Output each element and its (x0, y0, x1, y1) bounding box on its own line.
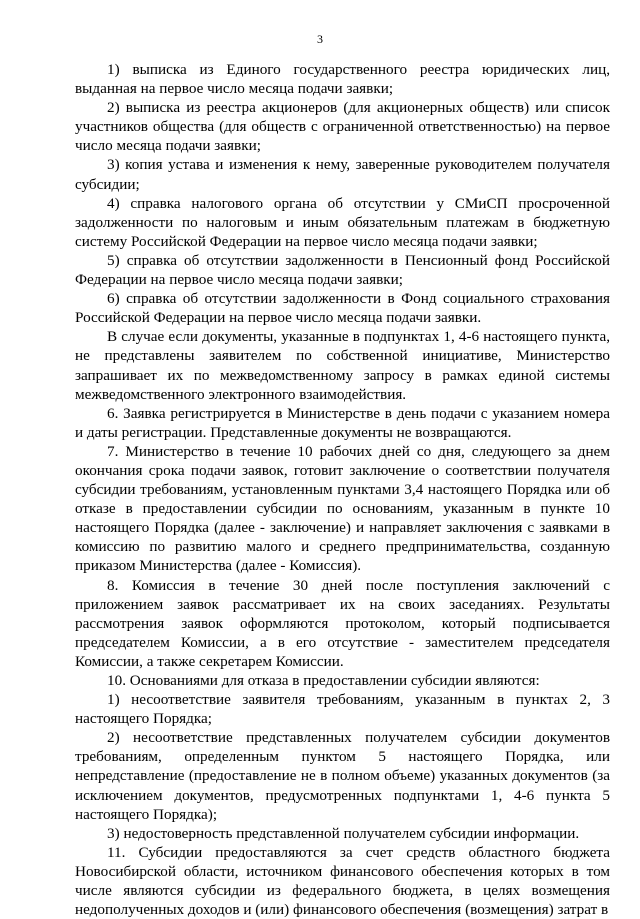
page-number: 3 (317, 32, 323, 46)
paragraph-clause-7: 7. Министерство в течение 10 рабочих дней со дня, следующего за днем окончания срока подачи заявок, готовит заключение о соответствии получателя субсидии требованиям, установленным пунктами 3,4 настоящего Порядка или об отказе в предоставлении субсидии по основаниям, указанным в пункте 10 настоящего Порядка (далее - заключение) и направляет заключения с заявками в комиссию по развитию малого и среднего предпринимательства, созданную приказом Министерства (далее - Комиссия). (75, 442, 610, 575)
paragraph-item-1: 1) выписка из Единого государственного реестра юридических лиц, выданная на первое число месяца подачи заявки; (75, 61, 610, 98)
paragraph-item-6: 6) справка об отсутствии задолженности в Фонд социального страхования Российской Федерации на первое число месяца подачи заявки. (75, 290, 610, 327)
paragraph-refusal-ground-2: 2) несоответствие представленных получателем субсидии документов требованиям, определенным пунктом 5 настоящего Порядка, или непредставление (предоставление не в полном объеме) указанных документов (за исключением документов, предусмотренных подпунктами 1, 4-6 пункта 5 настоящего Порядка); (75, 729, 610, 823)
paragraph-refusal-ground-1: 1) несоответствие заявителя требованиям, указанным в пунктах 2, 3 настоящего Порядка; (75, 691, 610, 728)
paragraph-item-5: 5) справка об отсутствии задолженности в Пенсионный фонд Российской Федерации на первое число месяца подачи заявки; (75, 251, 610, 289)
paragraph-clause-8: 8. Комиссия в течение 30 дней после поступления заключений с приложением заявок рассматривает их на своих заседаниях. Результаты рассмотрения заявок оформляются протоколом, который подписывается председателем Комиссии, а в его отсутствие - заместителем председателя Комиссии, а также секретарем Комиссии. (75, 576, 610, 670)
paragraph-clause-11: 11. Субсидии предоставляются за счет средств областного бюджета Новосибирской области, источником финансового обеспечения которых в том числе являются субсидии из федерального бюджета, в целях возмещения недополученных доходов и (или) финансового обеспечения (возмещения) затрат в (75, 843, 610, 919)
paragraph-clause-6: 6. Заявка регистрируется в Министерстве в день подачи с указанием номера и даты регистрации. Представленные документы не возвращаются. (75, 404, 610, 441)
paragraph-clause-10: 10. Основаниями для отказа в предоставлении субсидии являются: (107, 672, 540, 689)
paragraph-item-4: 4) справка налогового органа об отсутствии у СМиСП просроченной задолженности по налоговым и иным обязательным платежам в бюджетную систему Российской Федерации на первое число месяца подачи заявки; (75, 194, 610, 250)
paragraph-interagency-request: В случае если документы, указанные в подпунктах 1, 4-6 настоящего пункта, не представлены заявителем по собственной инициативе, Министерство запрашивает их по межведомственному запросу в рамках единой системы межведомственного электронного взаимодействия. (75, 328, 610, 403)
paragraph-item-3: 3) копия устава и изменения к нему, заверенные руководителем получателя субсидии; (75, 156, 610, 193)
paragraph-refusal-ground-3: 3) недостоверность представленной получателем субсидии информации. (107, 824, 580, 842)
paragraph-item-2: 2) выписка из реестра акционеров (для акционерных обществ) или список участников общества (для обществ с ограниченной ответственностью) на первое число месяца подачи заявки; (75, 99, 610, 155)
document-body (75, 60, 610, 919)
